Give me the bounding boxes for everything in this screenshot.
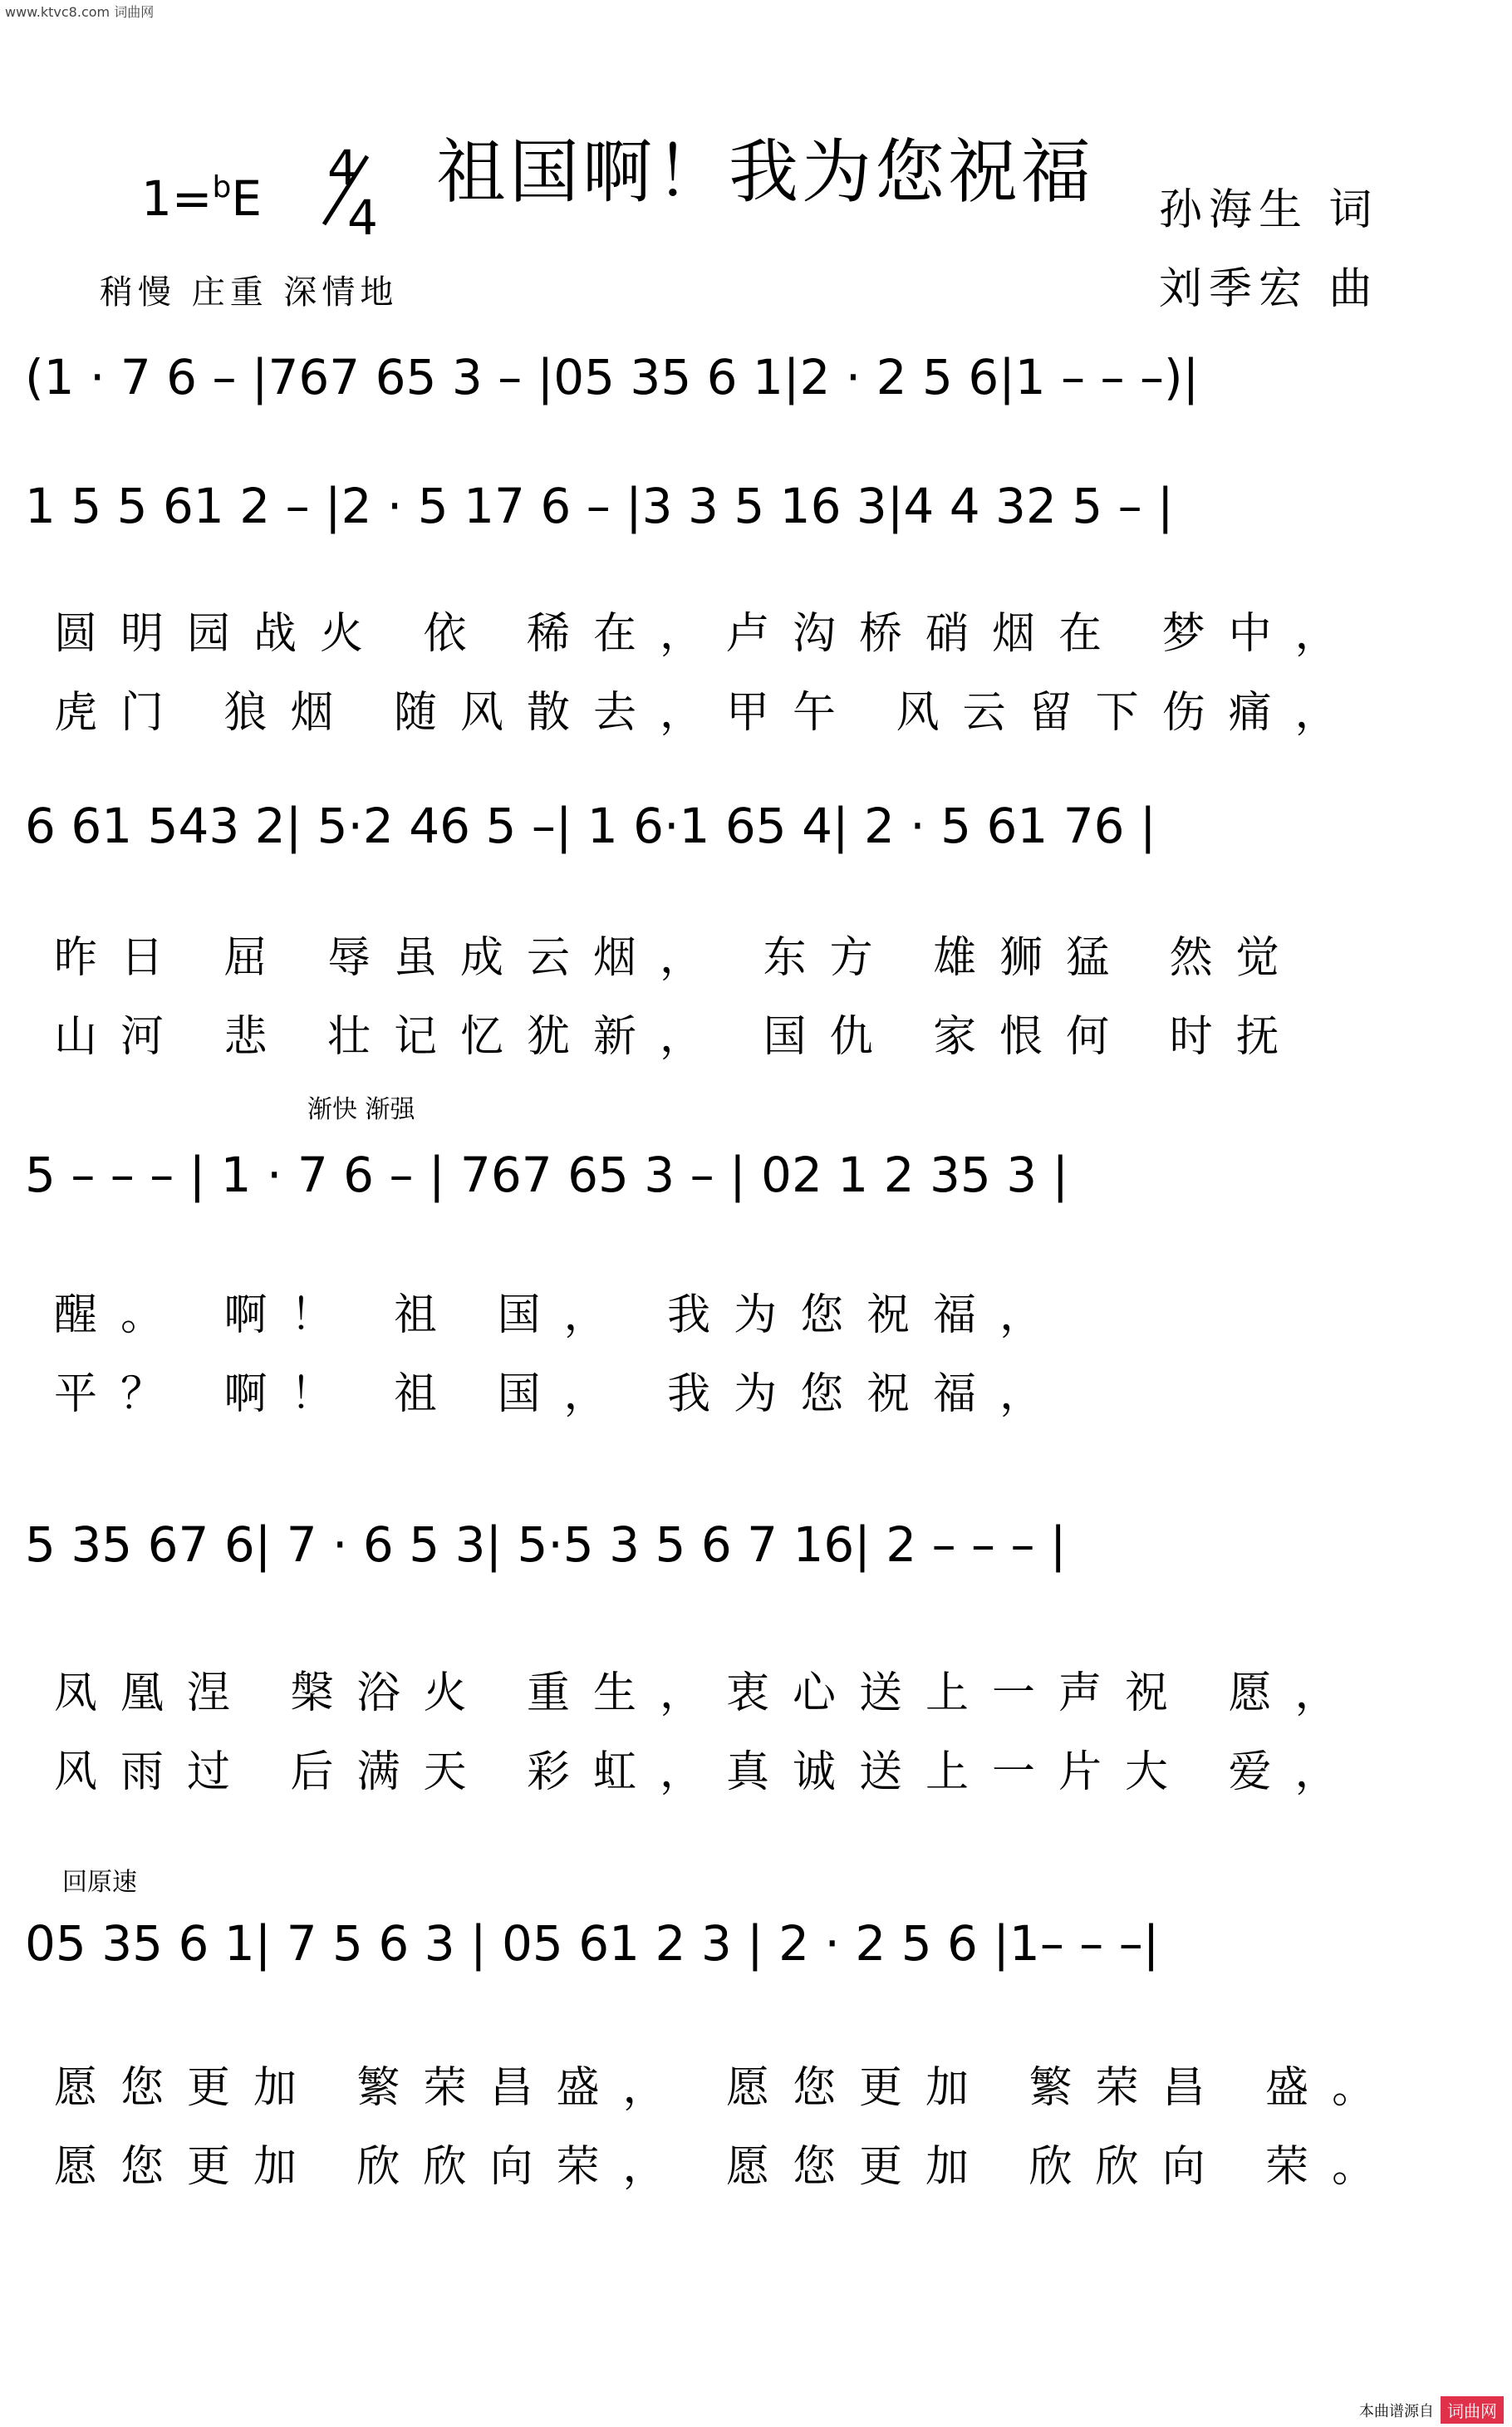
lyric-line-5b: 风雨过 后满天 彩虹，真诚送上一片大 爱， [54,1747,1362,1797]
dynamics-marking: 渐快 渐强 [307,1095,415,1124]
time-top: 4 [327,141,358,196]
tempo-marking: 稍慢 庄重 深情地 [100,273,399,312]
key-signature [141,170,262,227]
notation-line-6: 05 35 6 1| 7 5 6 3 | 05 61 2 3 | 2 · 2 5 6 |1– – –| [25,1915,1160,1972]
key-note: E [231,170,263,227]
notation-line-2: 1 5 5 61 2 – |2 · 5 17 6 – |3 3 5 16 3|4 4 32 5 – | [25,478,1174,534]
watermark-url: www.ktvc8.com 词曲网 [5,4,155,20]
notation-line-5: 5 35 67 6| 7 · 6 5 3| 5·5 3 5 6 7 16| 2 – – – | [25,1516,1067,1573]
tempo-return-marking: 回原速 [62,1868,137,1897]
source-badge [1359,2396,1504,2424]
lyric-line-6b: 愿您更加 欣欣向荣， 愿您更加 欣欣向 荣。 [54,2142,1399,2192]
lyric-line-4a: 醒。 啊！ 祖 国， 我为您祝福， [54,1290,1067,1340]
notation-line-1: (1 · 7 6 – |767 65 3 – |05 35 6 1|2 · 2 5 6|1 – – –)| [25,349,1200,405]
lyric-line-2b: 虎门 狼烟 随风散去，甲午 风云留下伤痛， [54,688,1362,738]
notation-line-3: 6 61 543 2| 5·2 46 5 –| 1 6·1 65 4| 2 · 5 61 76 | [25,798,1156,854]
lyric-line-6a: 愿您更加 繁荣昌盛， 愿您更加 繁荣昌 盛。 [54,2063,1399,2113]
time-signature [316,141,382,241]
lyric-line-3b: 山河 悲 壮记忆犹新， 国仇 家恨何 时抚 [54,1012,1303,1062]
source-logo: 词曲网 [1441,2396,1504,2424]
song-title: 祖国啊！我为您祝福 [436,131,1095,213]
notation-line-4: 5 – – – | 1 · 7 6 – | 767 65 3 – | 02 1 2 35 3 | [25,1147,1069,1203]
lyricist-credit: 孙海生 词 [1159,185,1379,235]
lyric-line-5a: 凤凰涅 槃浴火 重生，衷心送上一声祝 愿， [54,1668,1362,1718]
composer-credit: 刘季宏 曲 [1159,264,1379,314]
lyric-line-3a: 昨日 屈 辱虽成云烟， 东方 雄狮猛 然觉 [54,933,1303,983]
source-text: 本曲谱源自 [1359,2402,1434,2420]
key-label: 1= [141,170,213,227]
lyric-line-4b: 平？ 啊！ 祖 国， 我为您祝福， [54,1369,1067,1419]
key-flat: b [212,170,232,204]
time-bottom: 4 [347,189,378,241]
lyric-line-2a: 圆明园战火 依 稀在，卢沟桥硝烟在 梦中， [54,609,1362,659]
